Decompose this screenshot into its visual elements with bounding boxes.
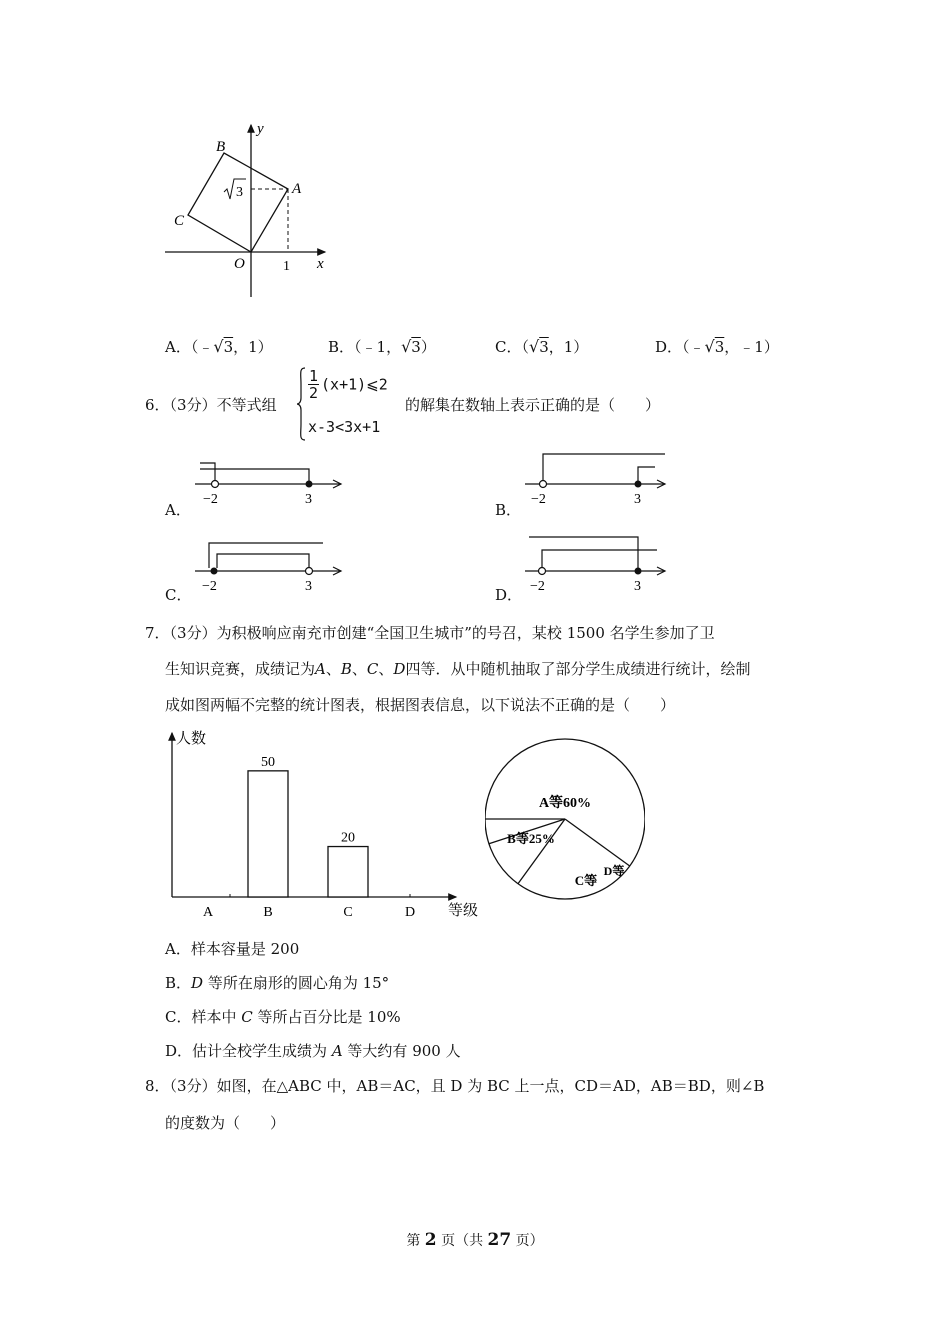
q6-option-c: C．: [165, 586, 192, 604]
pie-slice-label: C等: [574, 873, 598, 888]
bar-category-label: B: [263, 905, 273, 920]
q7-pie-chart: [485, 735, 645, 905]
q5-option-b: B．（﹣1，√3）: [328, 337, 436, 356]
q6-ineq1: $\frac{1}{2}$ (x+1)⩽2: [309, 367, 388, 402]
q6-option-a: A．: [165, 501, 191, 519]
q7-line1: 7．（3分）为积极响应南充市创建“全国卫生城市”的号召，某校 1500 名学生参加了卫: [145, 624, 715, 642]
bar: [248, 771, 288, 897]
tick-left: −2: [531, 492, 546, 507]
tick-left: −2: [203, 492, 218, 507]
tick-left: −2: [202, 579, 217, 594]
label-x: x: [317, 256, 324, 272]
pie-slice-boundary: [518, 819, 565, 884]
pie-slice-label: A等60%: [538, 796, 592, 811]
bar-data-label: 50: [261, 754, 275, 770]
q7-line2: 生知识竞赛，成绩记为A、B、C、D四等．从中随机抽取了部分学生成绩进行统计，绘制: [165, 660, 751, 678]
q8-line1: 8．（3分）如图，在△ABC 中，AB＝AC，且 D 为 BC 上一点，CD＝AD，AB＝BD，则∠B: [145, 1077, 765, 1095]
pie-slice-label: B等25%: [507, 831, 555, 846]
q6-ineq2: x-3<3x+1: [308, 418, 381, 436]
bar-category-label: A: [202, 905, 214, 920]
bar-category-label: D: [404, 905, 416, 920]
q8-line2: 的度数为（ ）: [165, 1114, 286, 1132]
q5-option-d: D．（﹣√3，﹣1）: [655, 337, 779, 356]
q7-option-c: C．样本中 C 等所占百分比是 10%: [165, 1008, 401, 1026]
q6-option-d: D．: [495, 586, 523, 604]
pie-slice-label: D等: [603, 864, 625, 878]
label-sqrt-num: 3: [236, 185, 243, 200]
q6-stem-tail: 的解集在数轴上表示正确的是（ ）: [405, 396, 661, 414]
q5-coordinate-figure: [160, 115, 340, 305]
page-footer: 第 2 页（共 27 页）: [406, 1230, 544, 1250]
q7-option-b: B．D 等所在扇形的圆心角为 15°: [165, 974, 390, 992]
bar: [328, 847, 368, 897]
q6-option-b: B．: [495, 501, 522, 519]
label-one: 1: [283, 259, 290, 274]
q5-option-c: C．（√3，1）: [495, 337, 589, 356]
q6-numberline-b: [525, 450, 680, 510]
q7-option-a: A．样本容量是 200: [165, 940, 300, 958]
q6-stem-start: 6．（3分）不等式组: [145, 396, 277, 414]
q7-bar-chart: [160, 725, 480, 925]
q5-option-a: A．（﹣√3，1）: [165, 337, 273, 356]
square-oabc: [188, 153, 288, 252]
bar-data-label: 20: [341, 830, 355, 846]
q7-line3: 成如图两幅不完整的统计图表，根据图表信息，以下说法不正确的是（ ）: [165, 696, 676, 714]
label-a: A: [292, 181, 302, 197]
bar-category-label: C: [343, 905, 353, 920]
tick-right: 3: [305, 492, 312, 507]
tick-left: −2: [530, 579, 545, 594]
label-y: y: [257, 121, 264, 137]
bar-xlabel: 等级: [448, 903, 479, 919]
q7-option-d: D．估计全校学生成绩为 A 等大约有 900 人: [165, 1042, 461, 1060]
bar-ylabel: 人数: [176, 731, 207, 747]
label-b: B: [216, 139, 226, 155]
label-o: O: [234, 256, 245, 272]
tick-right: 3: [305, 579, 312, 594]
q6-numberline-d: [525, 533, 680, 596]
q6-numberline-c: [195, 538, 350, 596]
tick-right: 3: [634, 492, 641, 507]
q6-brace: [296, 366, 306, 442]
label-c: C: [174, 213, 185, 229]
q6-numberline-a: [195, 455, 350, 510]
pie-slice-boundary: [565, 819, 630, 866]
tick-right: 3: [634, 579, 641, 594]
